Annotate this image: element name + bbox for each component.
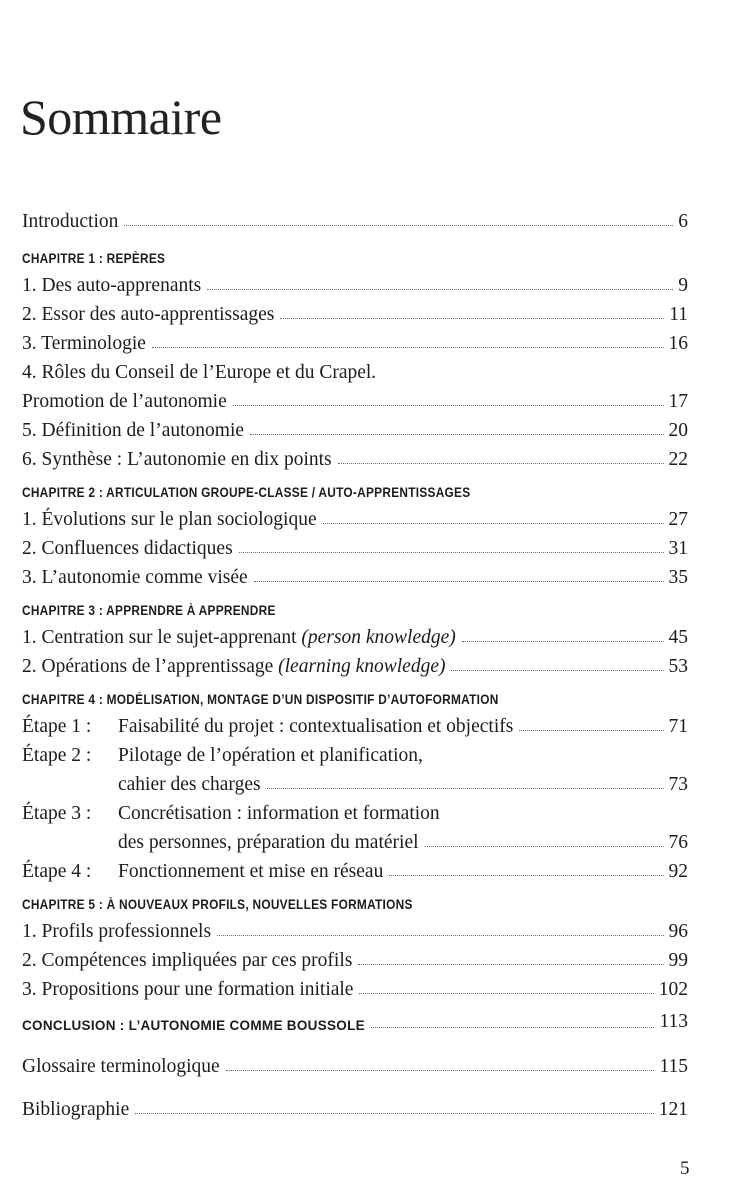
step-label: Étape 4 : — [22, 860, 92, 882]
toc-entry-label: 3. L’autonomie comme visée — [22, 566, 248, 588]
step-label: Étape 1 : — [22, 715, 92, 737]
toc-page-number: 16 — [668, 332, 688, 354]
dot-leader — [254, 581, 664, 582]
toc-entry-text: 1. Centration sur le sujet-apprenant — [22, 626, 302, 648]
toc-entry-bibliographie[interactable] — [22, 1090, 688, 1119]
toc-page-number: 35 — [668, 566, 688, 588]
toc-page-number: 92 — [668, 860, 688, 882]
toc-step-first-line[interactable] — [22, 736, 688, 765]
toc-entry[interactable] — [22, 558, 688, 587]
toc-page-number: 17 — [668, 390, 688, 412]
toc-entry[interactable] — [22, 324, 688, 353]
toc-entry[interactable] — [22, 970, 688, 999]
toc-entry-conclusion[interactable] — [22, 1007, 688, 1033]
dot-leader — [280, 318, 664, 319]
page-number: 5 — [680, 1158, 690, 1179]
toc-entry[interactable] — [22, 941, 688, 970]
toc-entry-text: 2. Opérations de l’apprentissage — [22, 655, 279, 677]
step-text: Pilotage de l’opération et planification, — [118, 744, 423, 766]
toc-entry[interactable] — [22, 647, 688, 676]
dot-leader — [267, 788, 664, 789]
toc-page-number: 76 — [668, 831, 688, 853]
toc-page-number: 45 — [668, 626, 688, 648]
chapter-1-heading: CHAPITRE 1 : REPÈRES — [22, 251, 166, 266]
toc-page-number: 115 — [659, 1055, 688, 1077]
step-text: Concrétisation : information et formation — [118, 802, 440, 824]
toc-entry-italic: (person knowledge) — [301, 626, 456, 648]
toc-entry-label: 2. Confluences didactiques — [22, 537, 233, 559]
toc-entry-label: 3. Propositions pour une formation initiale — [22, 978, 354, 1000]
dot-leader — [207, 289, 673, 290]
toc-step-entry[interactable] — [22, 852, 688, 881]
step-label: Étape 2 : — [22, 744, 92, 766]
toc-page-number: 20 — [668, 419, 688, 441]
step-text: Faisabilité du projet : contextualisation et objectifs — [118, 715, 514, 737]
toc-page-number: 6 — [678, 210, 688, 232]
dot-leader — [358, 964, 663, 965]
toc-page-number: 27 — [668, 508, 688, 530]
dot-leader — [217, 935, 663, 936]
toc-entry-label — [22, 717, 513, 737]
toc-step-first-line[interactable] — [22, 794, 688, 823]
dot-leader — [152, 347, 664, 348]
dot-leader — [226, 1070, 655, 1071]
toc-entry-label: Promotion de l’autonomie — [22, 390, 227, 412]
dot-leader — [371, 1027, 655, 1028]
toc-entry-label: 1. Évolutions sur le plan sociologique — [22, 508, 317, 530]
toc-entry[interactable] — [22, 529, 688, 558]
chapter-2-heading: CHAPITRE 2 : ARTICULATION GROUPE-CLASSE / AUTO-APPRENTISSAGES — [22, 485, 471, 500]
toc-step-entry[interactable] — [22, 765, 688, 794]
toc-entry-introduction[interactable] — [22, 202, 688, 231]
page-title: Sommaire — [20, 89, 222, 145]
toc-page-number: 113 — [659, 1011, 688, 1032]
table-of-contents — [22, 202, 688, 1119]
step-label: Étape 3 : — [22, 802, 92, 824]
toc-page-number: 99 — [668, 949, 688, 971]
toc-entry-label — [22, 862, 383, 882]
toc-entry[interactable] — [22, 912, 688, 941]
chapter-3-heading: CHAPITRE 3 : APPRENDRE À APPRENDRE — [22, 603, 276, 618]
toc-entry-italic: (learning knowledge) — [278, 655, 446, 677]
dot-leader — [250, 434, 663, 435]
toc-page-number: 22 — [668, 448, 688, 470]
toc-entry[interactable] — [22, 500, 688, 529]
toc-entry-label: Bibliographie — [22, 1098, 130, 1120]
toc-entry-label: 3. Terminologie — [22, 332, 146, 354]
toc-page-number: 96 — [668, 920, 688, 942]
chapter-4-heading: CHAPITRE 4 : MODÉLISATION, MONTAGE D’UN DISPOSITIF D’AUTOFORMATION — [22, 692, 499, 707]
dot-leader — [462, 641, 664, 642]
toc-entry[interactable] — [22, 295, 688, 324]
toc-entry[interactable] — [22, 382, 688, 411]
toc-entry[interactable] — [22, 266, 688, 295]
dot-leader — [451, 670, 663, 671]
dot-leader — [338, 463, 664, 464]
toc-entry-label: 2. Compétences impliquées par ces profils — [22, 949, 353, 971]
chapter-5-heading: CHAPITRE 5 : À NOUVEAUX PROFILS, NOUVELLES FORMATIONS — [22, 897, 413, 912]
dot-leader — [239, 552, 664, 553]
toc-page-number: 53 — [668, 655, 688, 677]
toc-entry-label: 2. Essor des auto-apprentissages — [22, 303, 275, 325]
toc-entry-glossaire[interactable] — [22, 1047, 688, 1076]
toc-page-number: 9 — [678, 274, 688, 296]
dot-leader — [124, 225, 673, 226]
dot-leader — [519, 730, 663, 731]
toc-entry[interactable] — [22, 440, 688, 469]
dot-leader — [323, 523, 664, 524]
toc-entry-label: cahier des charges — [118, 773, 261, 795]
dot-leader — [135, 1113, 654, 1114]
dot-leader — [389, 875, 663, 876]
toc-entry-label: Glossaire terminologique — [22, 1055, 220, 1077]
toc-entry-label: 6. Synthèse : L’autonomie en dix points — [22, 448, 332, 470]
toc-entry-label: 5. Définition de l’autonomie — [22, 419, 245, 441]
toc-page-number: 121 — [658, 1098, 688, 1120]
toc-entry-label: des personnes, préparation du matériel — [118, 831, 419, 853]
toc-entry-first-line[interactable]: 4. Rôles du Conseil de l’Europe et du Crapel. — [22, 361, 377, 383]
toc-page-number: 102 — [658, 978, 688, 1000]
toc-entry-label — [22, 628, 456, 648]
dot-leader — [425, 846, 664, 847]
dot-leader — [233, 405, 664, 406]
toc-entry[interactable] — [22, 411, 688, 440]
step-text: Fonctionnement et mise en réseau — [118, 860, 384, 882]
toc-entry-label: Introduction — [22, 210, 119, 232]
toc-entry-label: 1. Profils professionnels — [22, 920, 212, 942]
toc-page-number: 71 — [668, 715, 688, 737]
toc-step-entry[interactable] — [22, 707, 688, 736]
toc-entry-label — [22, 657, 445, 677]
toc-page-number: 11 — [669, 303, 688, 325]
toc-page-number: 73 — [668, 773, 688, 795]
toc-entry-label: 1. Des auto-apprenants — [22, 274, 202, 296]
toc-step-entry[interactable] — [22, 823, 688, 852]
conclusion-label: CONCLUSION : L’AUTONOMIE COMME BOUSSOLE — [22, 1018, 365, 1033]
dot-leader — [359, 993, 653, 994]
toc-page-number: 31 — [668, 537, 688, 559]
toc-entry[interactable] — [22, 618, 688, 647]
